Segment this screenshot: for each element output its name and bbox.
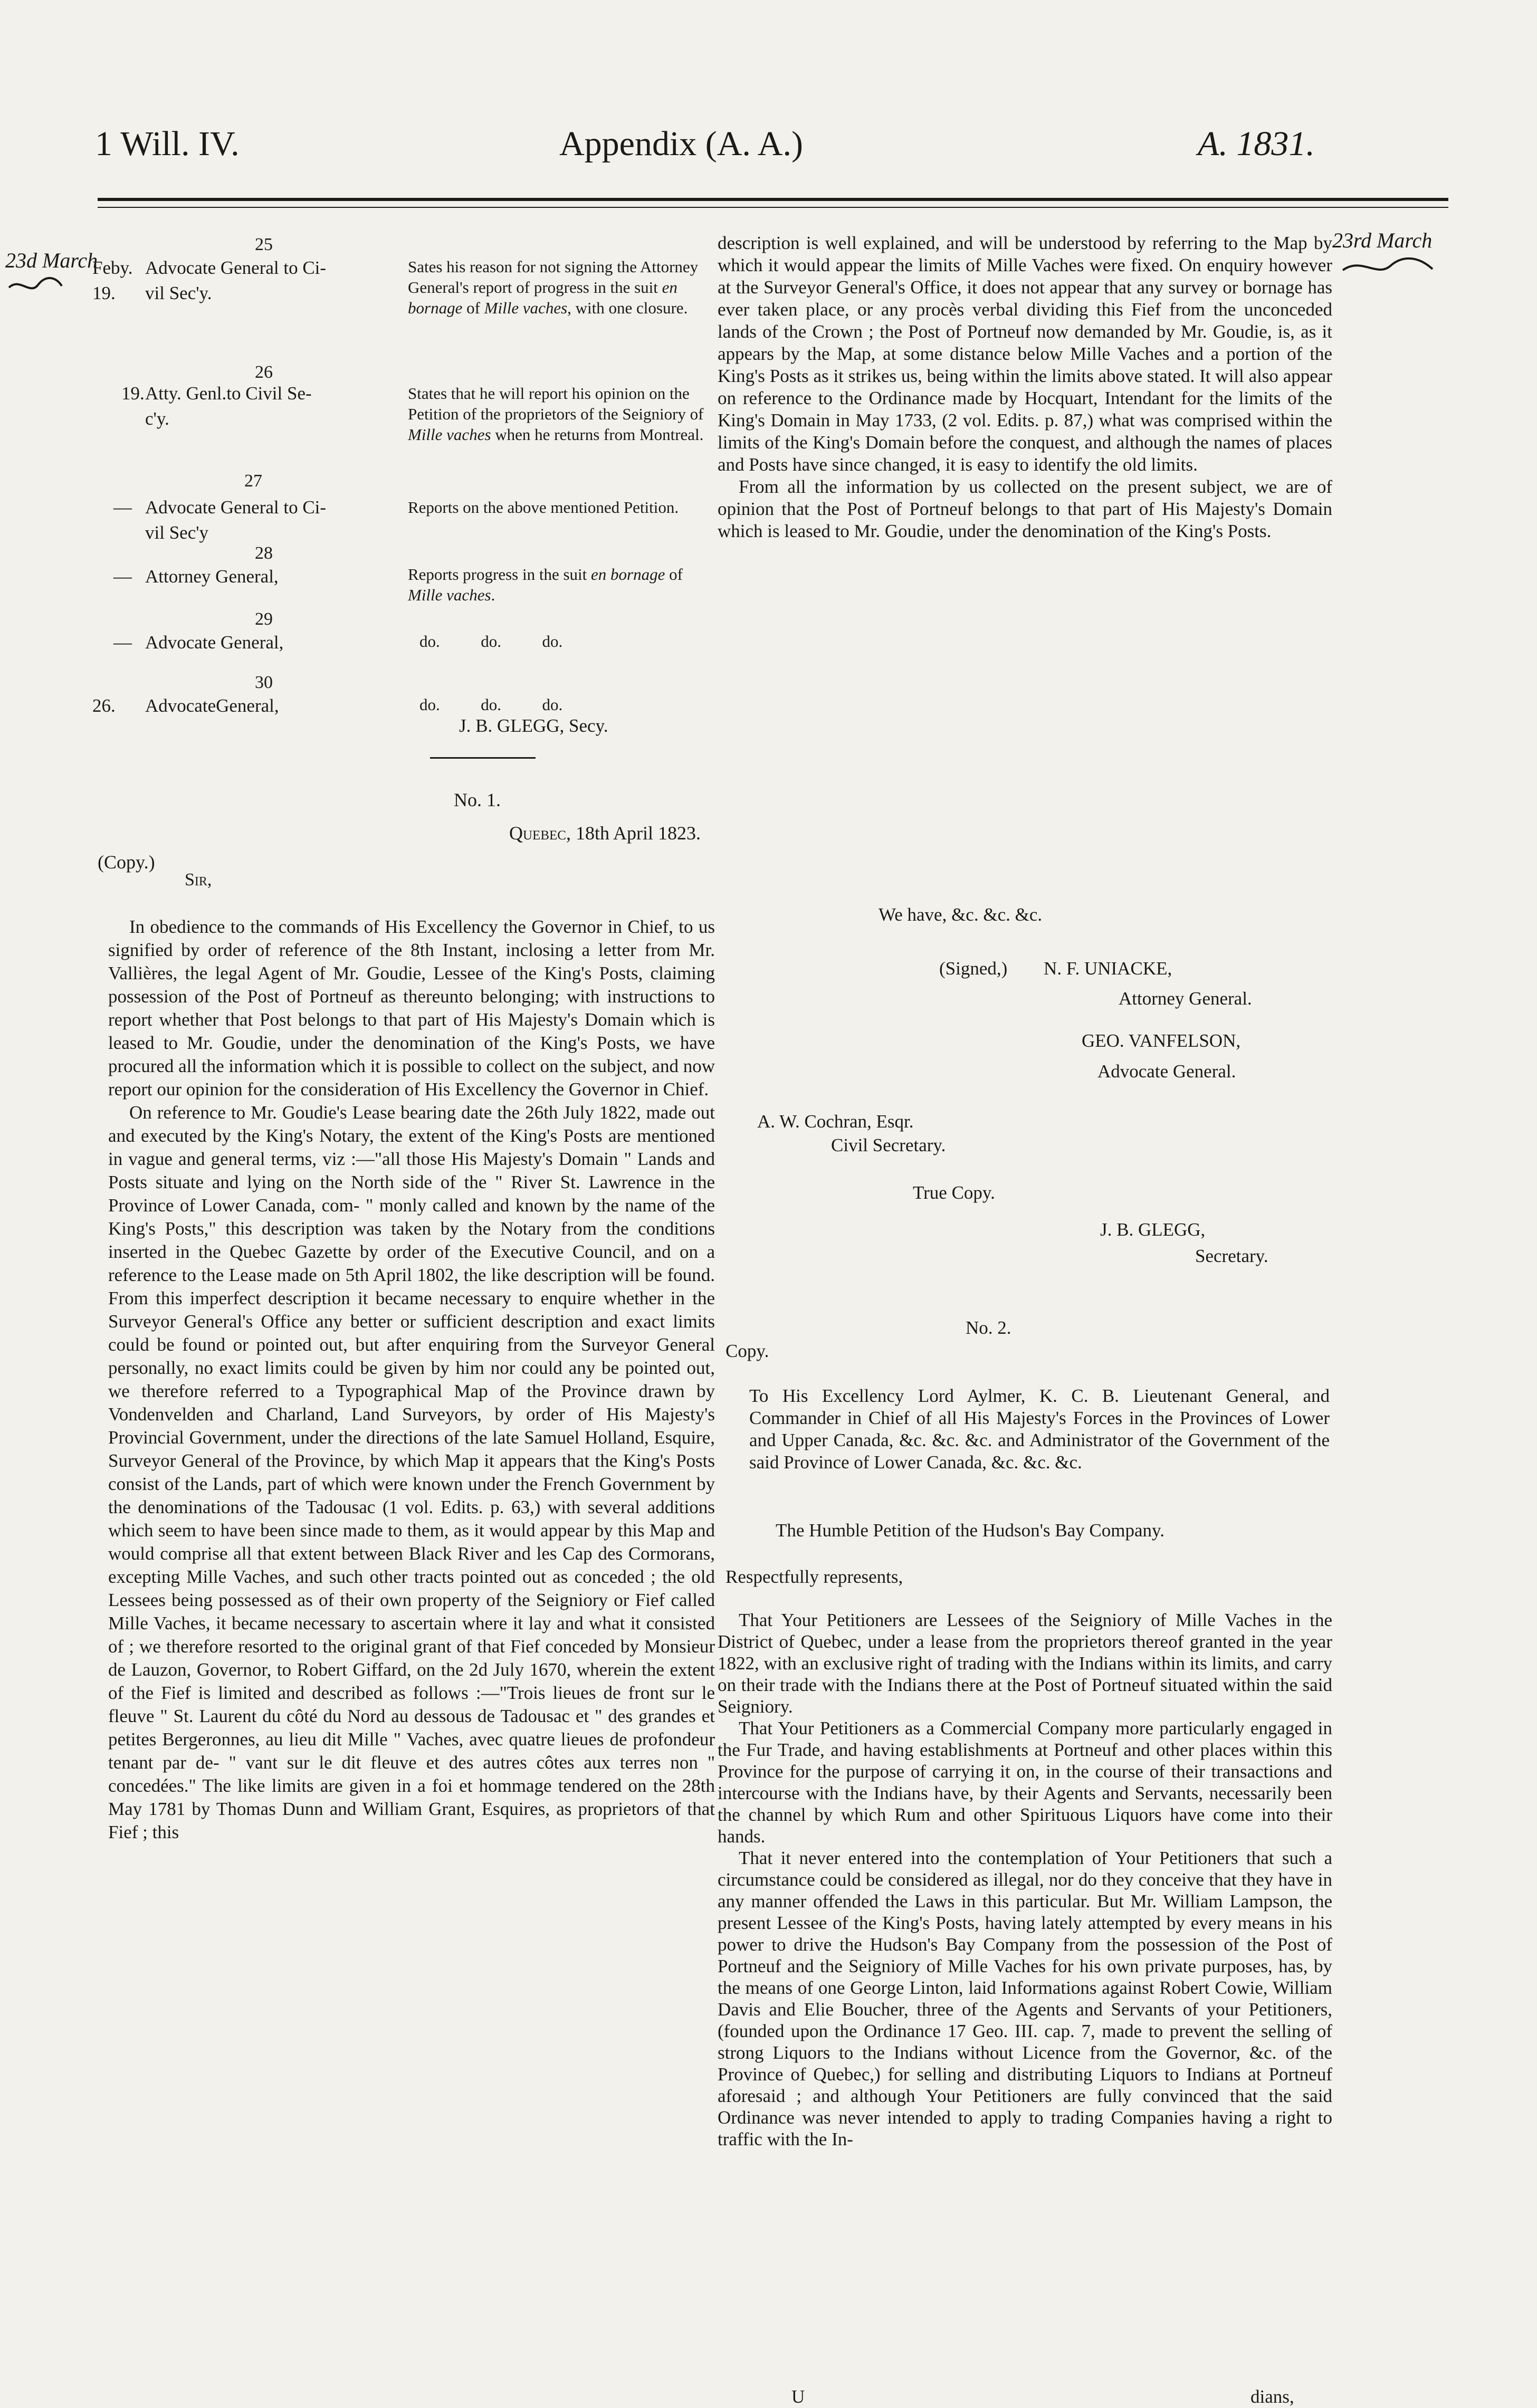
header-rule-thin: [98, 207, 1448, 208]
title-attorney: Attorney General.: [1119, 988, 1252, 1009]
header-session: 1 Will. IV.: [95, 125, 240, 163]
paragraph: That Your Petitioners as a Commercial Company more particularly engaged in the Fur Trade, and having establishments at Portneuf and other places within this Province for the purpose of carrying it on, in the course of their transactions and intercourse with the Indians have, by their Agents and Servants, necessarily been the channel by which Rum and other Spirituous Liquors have come into their hands.: [718, 1718, 1332, 1847]
row-summary: do. do. do.: [419, 695, 563, 714]
paragraph: In obedience to the commands of His Excellency the Governor in Chief, to us signified by order of reference of the 8th Instant, inclosing a letter from Mr. Vallières, the legal Agent of Mr. Goudie, Lessee of the King's Posts, claiming possession of the Post of Portneuf as thereunto belonging; with instructions to report whether that Post belongs to that part of His Majesty's Domain which is leased to Mr. Goudie, under the denomination of the King's Posts, we have procured all the information which it is possible to collect on the subject, and now report our opinion for the consideration of His Excellency the Governor in Chief.: [108, 916, 715, 1100]
margin-date-right: 23rd March: [1332, 228, 1433, 252]
true-copy-label: True Copy.: [913, 1182, 995, 1203]
paragraph: On reference to Mr. Goudie's Lease bearing date the 26th July 1822, made out and executed by the King's Notary, the extent of the King's Posts are mentioned in vague and general terms, viz :—"all those His Majesty's Domain " Lands and Posts situate and lying on the North side of the " River St. Lawrence in the Province of Lower Canada, com- " monly called and known by the name of the King's Posts," this description was taken by the Notary from the conditions inserted in the Quebec Gazette by order of the Executive Council, and on a reference to the Lease made on 5th April 1802, the like description will be found. From this imperfect description it became necessary to enquire whether in the Surveyor General's Office any better or sufficient description and exact limits could be found or pointed out, but after enquiring from the Surveyor General personally, no exact limits could be given by him nor could any be pointed out, we therefore referred to a Typographical Map of the Province drawn by Vondenvelden and Charland, Land Surveyors, by order of His Majesty's Provincial Government, under the directions of the late Samuel Holland, Esquire, Surveyor General of the Province, by which Map it appears that the King's Posts consist of the Lands, part of which were known under the French Government by the denominations of the Tadousac (1 vol. Edits. p. 63,) with several additions which seem to have been since made to them, as it would appear by this Map and would comprise all that extent between Black River and les Cap des Cormorans, excepting Mille Vaches, and such other tracts pointed out as conceded ; the old Lessees being possessed as of their own property of the Seigniory or Fief called Mille Vaches, it became necessary to ascertain where it lay and what it consisted of ; we therefore resorted to the original grant of that Fief conceded by Monsieur de Lauzon, Governor, to Robert Giffard, on the 2d July 1670, wherein the extent of the Fief is limited and described as follows :—"Trois lieues de front sur le fleuve " St. Laurent du côté du Nord au dessous de Tadousac et " des grandes et petites Bergeronnes, au lieu dit Mille " Vaches, avec quatre lieues de profondeur tenant par de- " vant sur le dit fleuve et des autres côtes aux terres non " concedées." The like limits are given in a foi et hommage tendered on the 28th May 1781 by Thomas Dunn and William Grant, Esquires, as proprietors of that Fief ; this: [108, 1102, 715, 1842]
row-number: 29: [255, 609, 273, 629]
copy-label: (Copy.): [98, 852, 155, 873]
row-correspondent: Advocate General to Ci- vil Sec'y: [145, 497, 327, 543]
letter-number: No. 1.: [454, 789, 501, 810]
signature-line: [939, 958, 1172, 980]
petition-opening: Respectfully represents,: [725, 1566, 903, 1587]
signer-uniacke: N. F. UNIACKE,: [1044, 958, 1172, 979]
catchword: dians,: [1250, 2386, 1294, 2407]
row-correspondent: Advocate General,: [145, 632, 284, 653]
row-date: —: [113, 497, 132, 518]
paragraph: description is well explained, and will be understood by referring to the Map by which it would appear the limits of Mille Vaches were fixed. On enquiry however at the Surveyor General's Office, it does not appear that any survey or bornage has ever taken place, or any procès verbal dividing this Fief from the unconceded lands of the Crown ; the Post of Portneuf now demanded by Mr. Goudie, is, as it appears by the Map, at some distance below Mille Vaches and a portion of the King's Posts as it strikes us, being within the limits above stated. It will also appear on reference to the Ordinance made by Hocquart, Intendant for the limits of the King's Domain in May 1733, (2 vol. Edits. p. 87,) what was comprised within the limits of the King's Domain before the conquest, and although the names of places and Posts have since changed, it is easy to identify the old limits.: [718, 233, 1332, 475]
row-summary: do. do. do.: [419, 632, 563, 651]
addressee: A. W. Cochran, Esqr.: [757, 1111, 914, 1132]
letter-dateline: [509, 820, 701, 846]
section-rule: [430, 757, 536, 759]
row-summary: Reports on the above mentioned Petition.: [408, 498, 679, 517]
signer-glegg-2: J. B. GLEGG,: [1100, 1219, 1206, 1240]
signer-glegg: J. B. GLEGG, Secy.: [459, 715, 608, 736]
row-correspondent: Atty. Genl.to Civil Se- c'y.: [145, 383, 312, 429]
row-number: 30: [255, 673, 273, 692]
row-number: 28: [255, 543, 273, 563]
header-year: A. 1831.: [1198, 125, 1315, 163]
row-date: Feby. 19.: [92, 257, 133, 303]
row-date: —: [113, 632, 132, 653]
row-correspondent: Attorney General,: [145, 566, 279, 587]
row-date: 19.: [121, 383, 145, 404]
signature-mark: U: [791, 2386, 805, 2407]
margin-date-left: 23d March: [5, 249, 98, 272]
row-number: 26: [255, 362, 273, 382]
closing: We have, &c. &c. &c.: [879, 904, 1043, 925]
petition-body: [718, 1609, 1332, 2150]
letter-body-continued: [718, 232, 1332, 542]
petition-address: [749, 1385, 1330, 1474]
row-date: 26.: [92, 695, 116, 716]
header-rule-thick: [98, 198, 1448, 201]
dateline-city: Quebec,: [509, 823, 571, 844]
signed-label: (Signed,): [939, 958, 1008, 979]
letter-body: [108, 915, 715, 1844]
dateline-date: 18th April 1823.: [575, 823, 701, 844]
row-correspondent: Advocate General to Ci- vil Sec'y.: [145, 257, 327, 303]
copy-label-2: Copy.: [725, 1341, 769, 1361]
row-date: —: [113, 566, 132, 587]
row-summary: States that he will report his opinion on the Petition of the proprietors of the Seigniory of Mille vaches when he returns from Montreal.: [408, 384, 704, 444]
header-appendix: Appendix (A. A.): [559, 125, 803, 163]
row-number: 27: [244, 471, 262, 491]
paragraph: From all the information by us collected on the present subject, we are of opinion that the Post of Portneuf belongs to that part of His Majesty's Domain which is leased to Mr. Goudie, under the denomination of the King's Posts.: [718, 476, 1332, 541]
title-advocate: Advocate General.: [1097, 1061, 1236, 1082]
swash-ornament-right-icon: [1340, 254, 1435, 278]
row-correspondent: AdvocateGeneral,: [145, 695, 279, 716]
signer-vanfelson: GEO. VANFELSON,: [1082, 1030, 1241, 1051]
address-text: To His Excellency Lord Aylmer, K. C. B. Lieutenant General, and Commander in Chief of all His Majesty's Forces in the Provinces of Lower and Upper Canada, &c. &c. &c. and Administrator of the Government of the said Province of Lower Canada, &c. &c. &c.: [749, 1385, 1330, 1473]
paragraph: That Your Petitioners are Lessees of the Seigniory of Mille Vaches in the District of Quebec, under a lease from the proprietors thereof granted in the year 1822, with an exclusive right of trading with the Indians within its limits, and carry on their trade with the Indians there at the Post of Portneuf situated within the said Seigniory.: [718, 1610, 1332, 1717]
letter-number-2: No. 2.: [966, 1317, 1011, 1338]
salutation: Sir,: [185, 870, 212, 890]
petition-title: The Humble Petition of the Hudson's Bay Company.: [776, 1520, 1165, 1541]
addressee-title: Civil Secretary.: [831, 1135, 946, 1155]
row-number: 25: [255, 235, 273, 254]
row-summary: Sates his reason for not signing the Attorney General's report of progress in the suit en bornage of Mille vaches, with one closure.: [408, 257, 699, 317]
row-summary: Reports progress in the suit en bornage of Mille vaches.: [408, 565, 683, 604]
title-secretary: Secretary.: [1195, 1246, 1268, 1266]
swash-ornament-left-icon: [6, 274, 64, 295]
paragraph: That it never entered into the contemplation of Your Petitioners that such a circumstance could be considered as illegal, nor do they conceive that they have in any manner offended the Laws in this particular. But Mr. William Lampson, the present Lessee of the King's Posts, having lately attempted by every means in his power to drive the Hudson's Bay Company from the possession of the Post of Portneuf and the Seigniory of Mille Vaches for his own private purposes, has, by the means of one George Linton, laid Informations against Robert Cowie, William Davis and Elie Boucher, three of the Agents and Servants of your Petitioners, (founded upon the Ordinance 17 Geo. III. cap. 7, made to prevent the selling of strong Liquors to the Indians without Licence from the Governor, &c. of the Province of Quebec,) for selling and distributing Liquors to Indians at Portneuf aforesaid ; and although Your Petitioners are fully convinced that the said Ordinance was never intended to apply to trading Companies having a right to traffic with the In-: [718, 1848, 1332, 2149]
